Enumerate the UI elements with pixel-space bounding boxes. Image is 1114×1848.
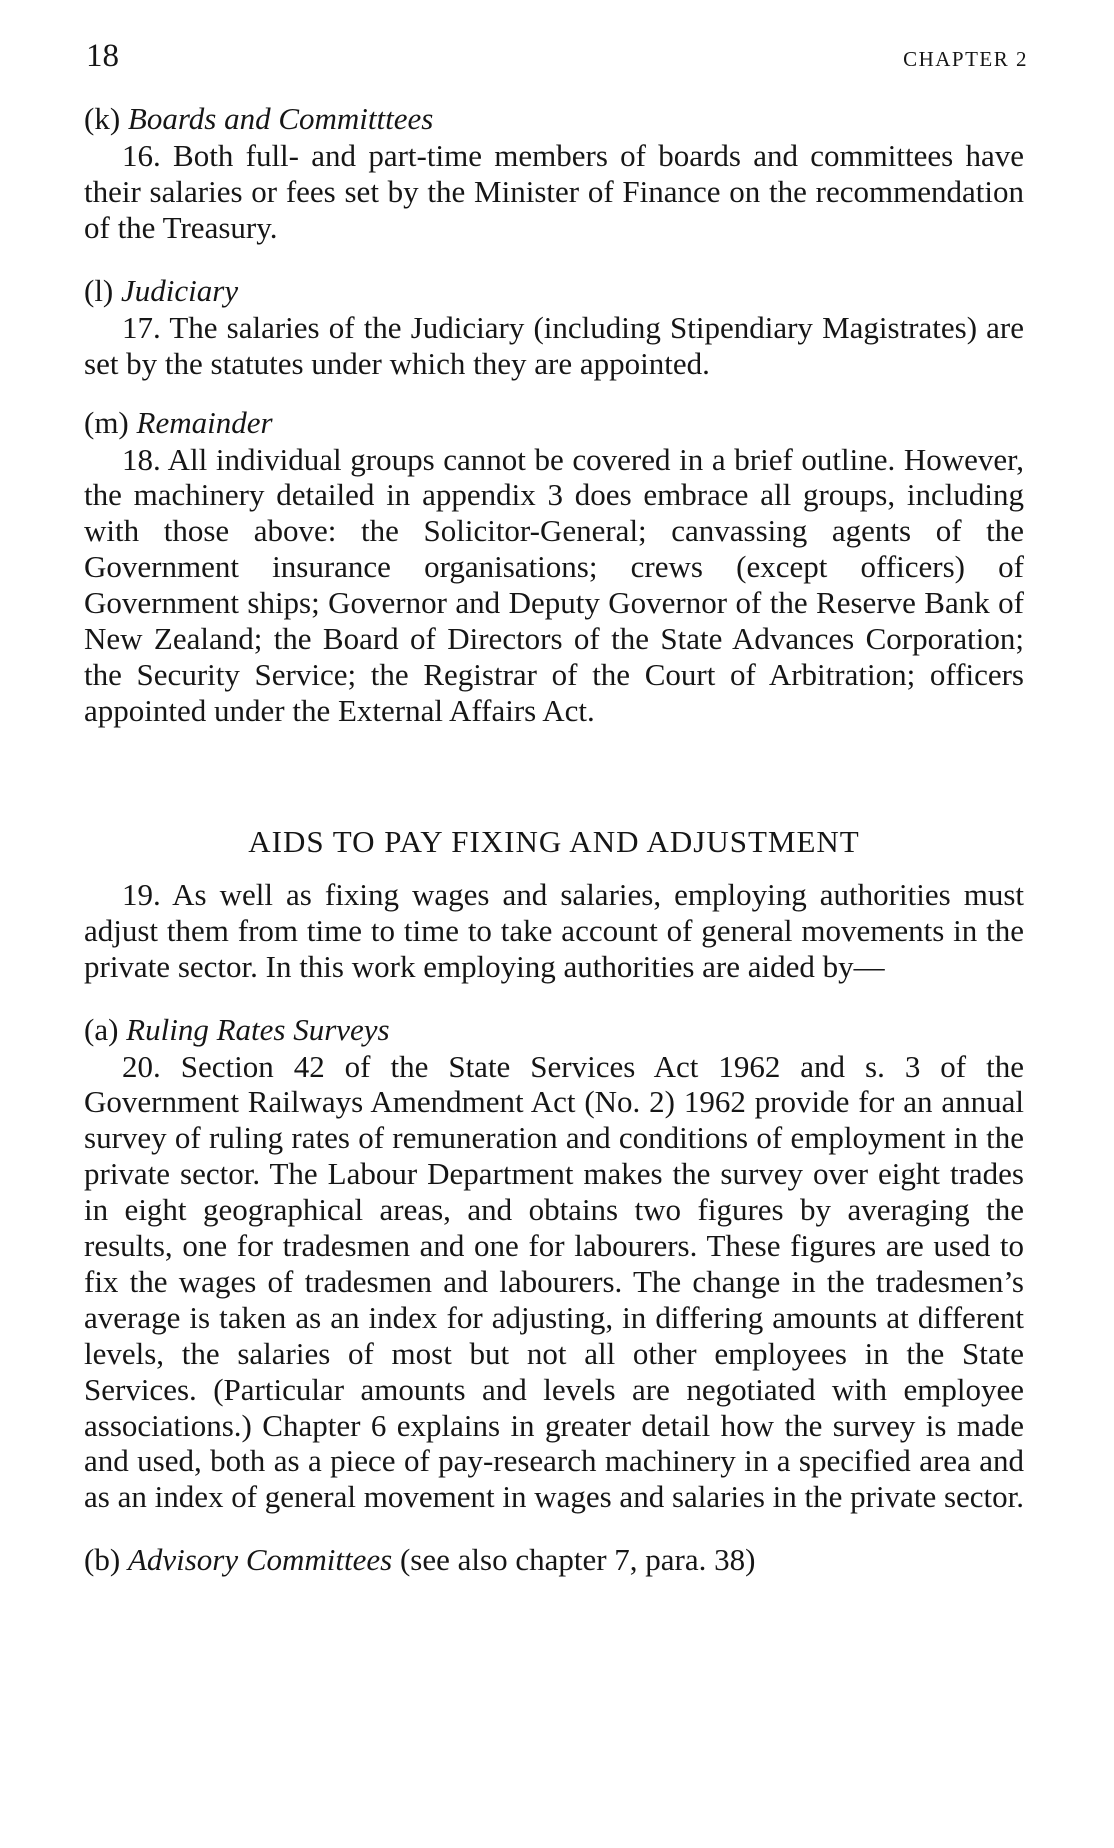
page-content [84, 100, 1024, 1579]
subhead-b [84, 1541, 1024, 1579]
paragraph-19: 19. As well as fixing wages and salaries, employing authorities must adjust them from time to time to take account of general movements in the private sector. In this work employing authorities are aided by— [84, 876, 1024, 984]
subhead-title: Remainder [136, 404, 273, 440]
subhead-title: Judiciary [121, 272, 239, 308]
subhead-title: Ruling Rates Surveys [126, 1011, 390, 1047]
paragraph-17: 17. The salaries of the Judiciary (including Stipendiary Magistrates) are set by the statutes under which they are appointed. [84, 309, 1024, 381]
paragraph-18: 18. All individual groups cannot be covered in a brief outline. However, the machinery detailed in appendix 3 does embrace all groups, including with those above: the Solicitor-General; canvassing agents of the Government insurance organisations; crews (except officers) of Government ships; Governor and Deputy Governor of the Reserve Bank of New Zealand; the Board of Directors of the State Advances Corporation; the Security Service; the Registrar of the Court of Arbitration; officers appointed under the External Affairs Act. [84, 441, 1024, 728]
subhead-marker: (a) [84, 1011, 119, 1047]
paragraph-16: 16. Both full- and part-time members of boards and committees have their salaries or fees set by the Minister of Finance on the recommendation of the Treasury. [84, 138, 1024, 245]
paragraph-20: 20. Section 42 of the State Services Act 1962 and s. 3 of the Government Railways Amendment Act (No. 2) 1962 provide for an annual survey of ruling rates of remuneration and conditions of employment in the private sector. The Labour Department makes the survey over eight trades in eight geographical areas, and obtains two figures by averaging the results, one for tradesmen and one for labourers. These figures are used to fix the wages of tradesmen and labourers. The change in the tradesmen’s average is taken as an index for adjusting, in differing amounts at different levels, the salaries of most but not all other employees in the State Services. (Particular amounts and levels are negotiated with employee associations.) Chapter 6 explains in greater detail how the survey is made and used, both as a piece of pay-research machinery in a specified area and as an index of general movement in wages and salaries in the private sector. [84, 1048, 1025, 1515]
subhead-m [84, 404, 1024, 442]
subhead-l [84, 272, 1024, 310]
subhead-marker: (b) [84, 1542, 121, 1578]
running-head [86, 38, 1028, 82]
subhead-marker: (k) [84, 101, 121, 136]
subhead-title: Boards and Committtees [127, 101, 434, 136]
chapter-label: CHAPTER 2 [903, 47, 1028, 71]
subhead-note: (see also chapter 7, para. 38) [399, 1542, 756, 1578]
subhead-a [84, 1011, 1024, 1049]
section-heading-aids: AIDS TO PAY FIXING AND ADJUSTMENT [248, 823, 860, 859]
subhead-marker: (l) [84, 272, 114, 308]
subhead-k [84, 100, 1024, 138]
page-number: 18 [86, 38, 119, 74]
subhead-marker: (m) [84, 404, 129, 440]
subhead-title: Advisory Committees [127, 1542, 393, 1578]
